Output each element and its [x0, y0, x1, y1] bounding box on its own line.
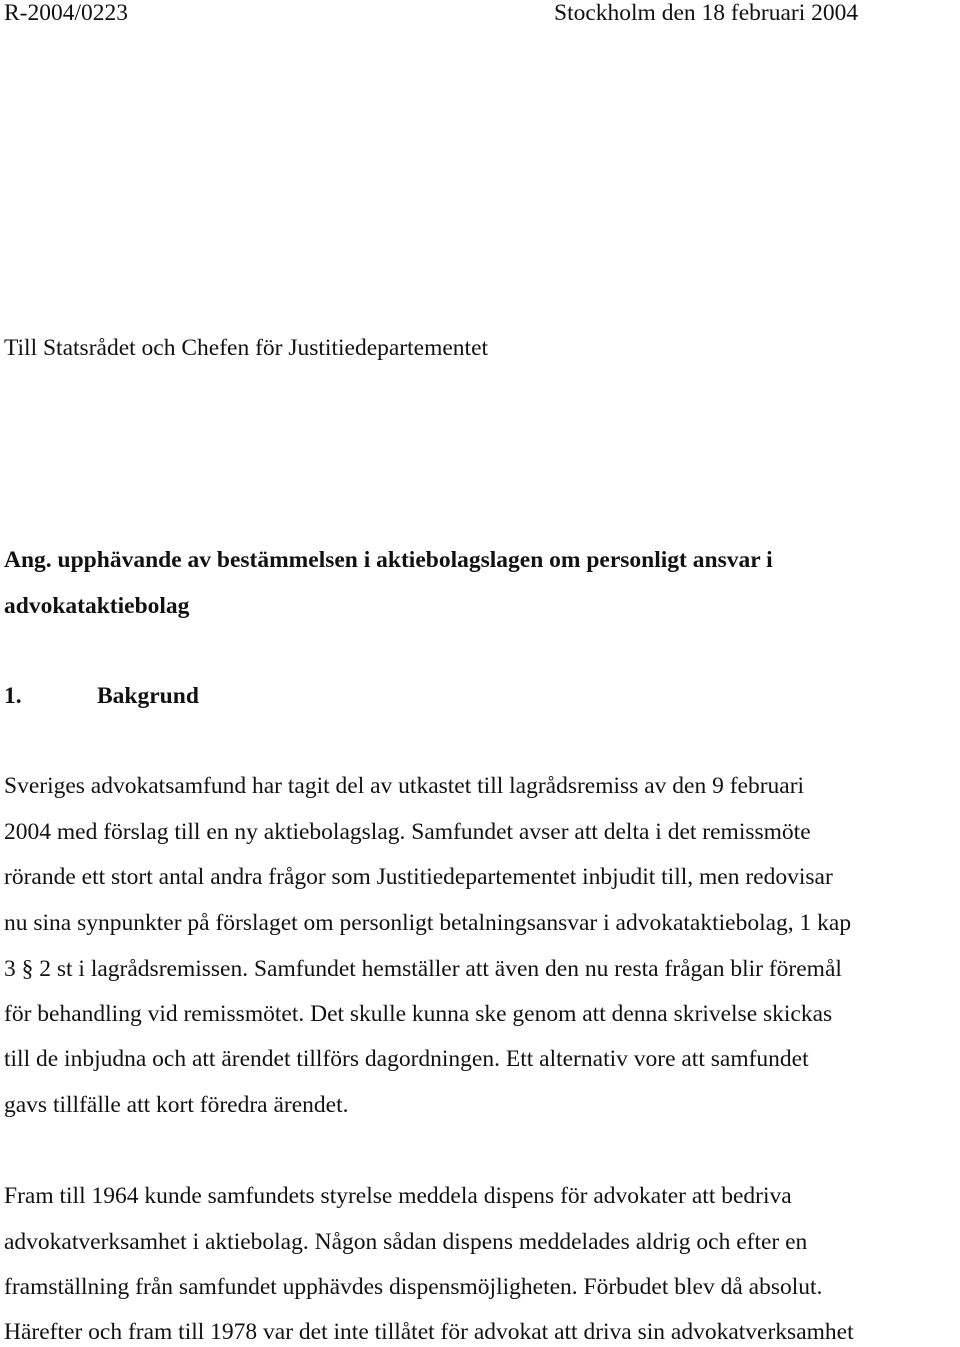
- paragraph-1-line: Sveriges advokatsamfund har tagit del av utkastet till lagrådsremiss av den 9 februari: [4, 773, 805, 799]
- paragraph-1-line: nu sina synpunkter på förslaget om personligt betalningsansvar i advokataktiebolag, 1 kap: [4, 910, 852, 936]
- paragraph-1-line: för behandling vid remissmötet. Det skulle kunna ske genom att denna skrivelse skickas: [4, 1001, 833, 1027]
- recipient-line: Till Statsrådet och Chefen för Justitiedepartementet: [4, 335, 489, 361]
- paragraph-1-line: gavs tillfälle att kort föredra ärendet.: [4, 1092, 349, 1118]
- paragraph-1-line: 3 § 2 st i lagrådsremissen. Samfundet hemställer att även den nu resta frågan blir föremål: [4, 956, 842, 982]
- section-title: Bakgrund: [97, 683, 199, 709]
- paragraph-2-line: Fram till 1964 kunde samfundets styrelse meddela dispens för advokater att bedriva: [4, 1183, 792, 1209]
- place-and-date: Stockholm den 18 februari 2004: [554, 0, 859, 26]
- subject-line-1: Ang. upphävande av bestämmelsen i aktiebolagslagen om personligt ansvar i: [4, 547, 773, 573]
- paragraph-1-line: till de inbjudna och att ärendet tillförs dagordningen. Ett alternativ vore att samfundet: [4, 1046, 809, 1072]
- section-number: 1.: [4, 683, 22, 709]
- paragraph-2-line: advokatverksamhet i aktiebolag. Någon sådan dispens meddelades aldrig och efter en: [4, 1229, 808, 1255]
- reference-number: R-2004/0223: [4, 0, 129, 26]
- paragraph-1-line: rörande ett stort antal andra frågor som Justitiedepartementet inbjudit till, men redovisar: [4, 864, 833, 890]
- subject-line-2: advokataktiebolag: [4, 593, 190, 619]
- paragraph-2-line: Härefter och fram till 1978 var det inte tillåtet för advokat att driva sin advokatverksamhet: [4, 1319, 854, 1345]
- paragraph-2-line: framställning från samfundet upphävdes dispensmöjligheten. Förbudet blev då absolut.: [4, 1274, 823, 1300]
- paragraph-1-line: 2004 med förslag till en ny aktiebolagslag. Samfundet avser att delta i det remissmöte: [4, 819, 811, 845]
